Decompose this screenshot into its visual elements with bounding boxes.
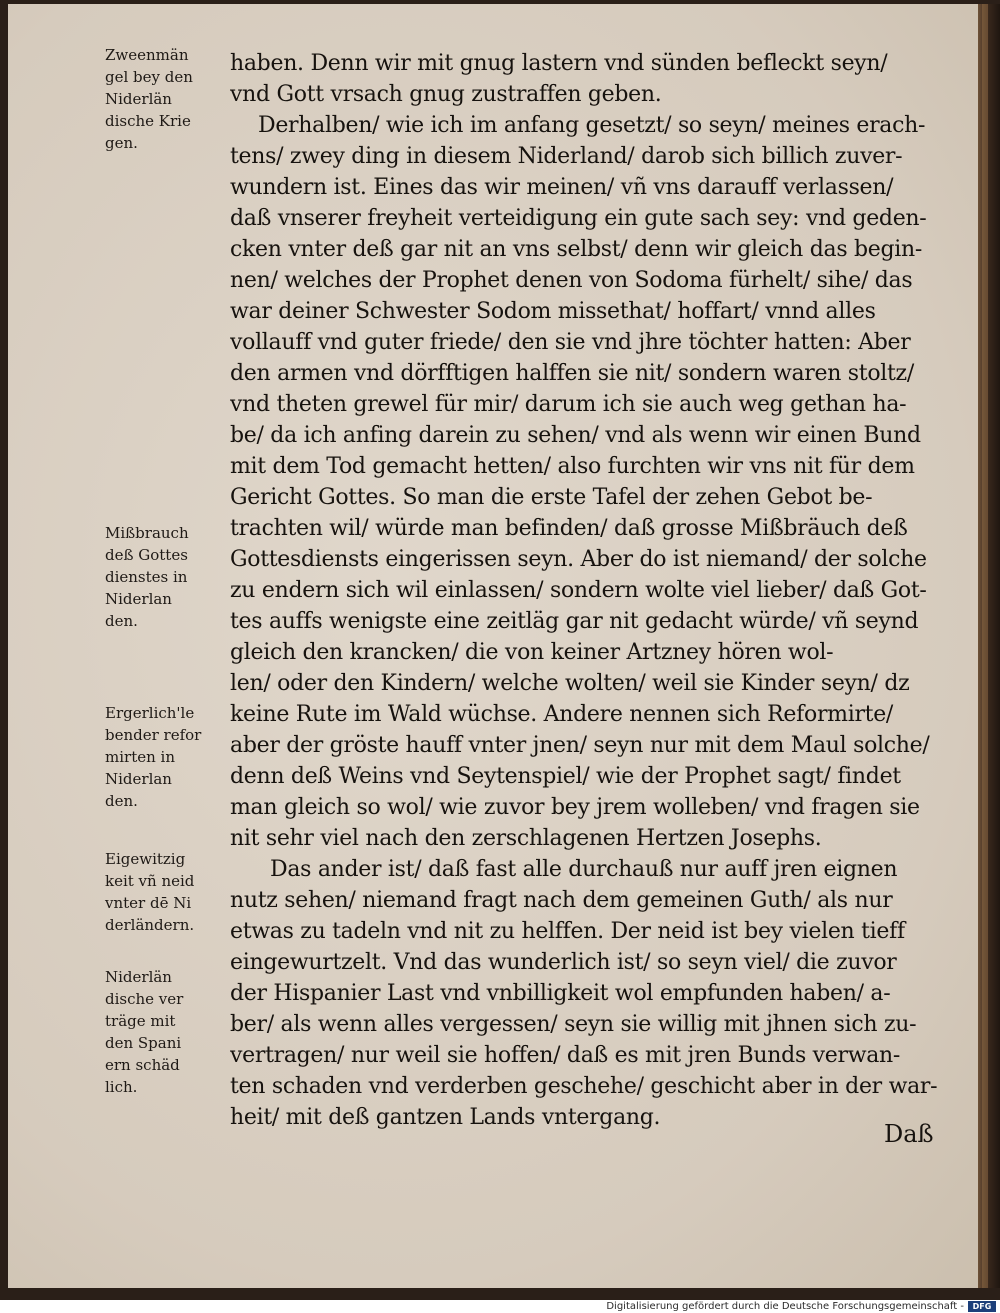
text-line: nutz sehen/ niemand fragt nach dem gemeinen Guth/ als nur bbox=[230, 888, 893, 913]
text-line: man gleich so wol/ wie zuvor bey jrem wolleben/ vnd fragen sie bbox=[230, 795, 920, 820]
text-line: zu endern sich wil einlassen/ sondern wolte viel lieber/ daß Got- bbox=[230, 578, 927, 603]
funding-credit: Digitalisierung gefördert durch die Deutsche Forschungsgemeinschaft - bbox=[606, 1301, 964, 1312]
text-line: vnd theten grewel für mir/ darum ich sie auch weg gethan ha- bbox=[230, 392, 907, 417]
text-line: tens/ zwey ding in diesem Niderland/ darob sich billich zuver- bbox=[230, 144, 903, 169]
text-line: Derhalben/ wie ich im anfang gesetzt/ so seyn/ meines erach- bbox=[258, 113, 926, 138]
text-line: Gericht Gottes. So man die erste Tafel der zehen Gebot be- bbox=[230, 485, 873, 510]
text-line: keine Rute im Wald wüchse. Andere nennen sich Reformirte/ bbox=[230, 702, 894, 727]
text-line: nit sehr viel nach den zerschlagenen Hertzen Josephs. bbox=[230, 826, 822, 851]
text-line: tes auffs wenigste eine zeitläg gar nit gedacht würde/ vñ seynd bbox=[230, 609, 919, 634]
page-binding-edge bbox=[978, 4, 1000, 1288]
text-line: ber/ als wenn alles vergessen/ seyn sie willig mit jhnen sich zu- bbox=[230, 1012, 917, 1037]
margin-note: Niderlän dische ver träge mit den Spani ern schäd lich. bbox=[105, 968, 184, 1096]
margin-note: Zweenmän gel bey den Niderlän dische Krie gen. bbox=[105, 46, 193, 152]
margin-note: Eigewitzig keit vñ neid vnter dē Ni derländern. bbox=[105, 850, 195, 934]
margin-note: Ergerlich'le bender refor mirten in Niderlan den. bbox=[105, 704, 202, 810]
text-line: aber der gröste hauff vnter jnen/ seyn nur mit dem Maul solche/ bbox=[230, 733, 930, 758]
text-line: vnd Gott vrsach gnug zustraffen geben. bbox=[230, 82, 662, 107]
text-line: heit/ mit deß gantzen Lands vntergang. bbox=[230, 1105, 661, 1130]
text-line: Das ander ist/ daß fast alle durchauß nur auff jren eignen bbox=[270, 857, 898, 882]
text-line: haben. Denn wir mit gnug lastern vnd sünden befleckt seyn/ bbox=[230, 51, 888, 76]
text-line: der Hispanier Last vnd vnbilligkeit wol empfunden haben/ a- bbox=[230, 981, 891, 1006]
text-line: etwas zu tadeln vnd nit zu helffen. Der neid ist bey vielen tieff bbox=[230, 919, 905, 944]
text-line: mit dem Tod gemacht hetten/ also furchten wir vns nit für dem bbox=[230, 454, 915, 479]
text-line: eingewurtzelt. Vnd das wunderlich ist/ so seyn viel/ die zuvor bbox=[230, 950, 897, 975]
margin-note: Mißbrauch deß Gottes dienstes in Niderlan den. bbox=[105, 524, 189, 630]
text-line: daß vnserer freyheit verteidigung ein gute sach sey: vnd geden- bbox=[230, 206, 927, 231]
text-line: denn deß Weins vnd Seytenspiel/ wie der Prophet sagt/ findet bbox=[230, 764, 901, 789]
catchword: Daß bbox=[884, 1120, 934, 1148]
text-line: vollauff vnd guter friede/ den sie vnd jhre töchter hatten: Aber bbox=[230, 330, 911, 355]
text-line: trachten wil/ würde man befinden/ daß grosse Mißbräuch deß bbox=[230, 516, 908, 541]
text-line: gleich den krancken/ die von keiner Artzney hören wol- bbox=[230, 640, 834, 665]
digitization-footer bbox=[0, 1300, 1000, 1313]
text-line: vertragen/ nur weil sie hoffen/ daß es mit jren Bunds verwan- bbox=[230, 1043, 901, 1068]
text-line: wundern ist. Eines das wir meinen/ vñ vns darauff verlassen/ bbox=[230, 175, 894, 200]
text-line: war deiner Schwester Sodom missethat/ hoffart/ vnnd alles bbox=[230, 299, 876, 324]
text-line: Gottesdiensts eingerissen seyn. Aber do ist niemand/ der solche bbox=[230, 547, 927, 572]
text-line: ten schaden vnd verderben geschehe/ geschicht aber in der war- bbox=[230, 1074, 938, 1099]
text-line: den armen vnd dörfftigen halffen sie nit/ sondern waren stoltz/ bbox=[230, 361, 914, 386]
text-line: be/ da ich anfing darein zu sehen/ vnd als wenn wir einen Bund bbox=[230, 423, 921, 448]
text-line: nen/ welches der Prophet denen von Sodoma fürhelt/ sihe/ das bbox=[230, 268, 913, 293]
text-line: cken vnter deß gar nit an vns selbst/ denn wir gleich das begin- bbox=[230, 237, 923, 262]
text-line: len/ oder den Kindern/ welche wolten/ weil sie Kinder seyn/ dz bbox=[230, 671, 910, 696]
dfg-logo-icon: DFG bbox=[968, 1301, 996, 1312]
